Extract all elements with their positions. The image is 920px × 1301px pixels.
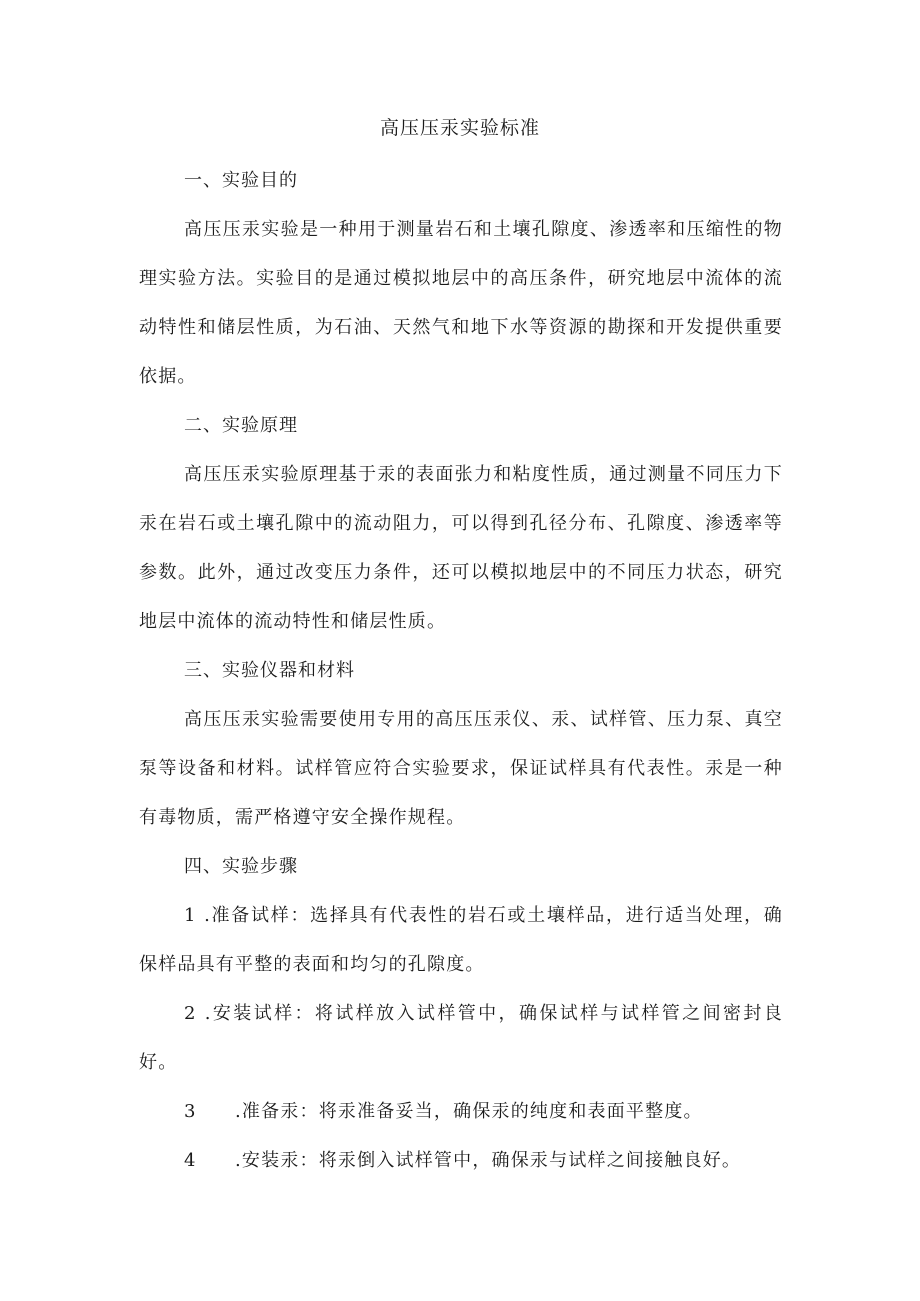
step-text: .准备汞：将汞准备妥当，确保汞的纯度和表面平整度。 [235,1101,703,1122]
procedure-step [139,989,783,1087]
section-paragraph-equipment: 高压压汞实验需要使用专用的高压压汞仪、汞、试样管、压力泵、真空泵等设备和材料。试样管应符合实验要求，保证试样具有代表性。汞是一种有毒物质，需严格遵守安全操作规程。 [139,709,783,828]
document-title: 高压压汞实验标准 [379,117,540,139]
procedure-step [139,1136,783,1185]
section-heading-equipment: 三、实验仪器和材料 [184,660,355,681]
document-body [139,156,783,1185]
step-number: 1 [184,905,197,926]
section-paragraph-purpose: 高压压汞实验是一种用于测量岩石和土壤孔隙度、渗透率和压缩性的物理实验方法。实验目的是通过模拟地层中的高压条件，研究地层中流体的流动特性和储层性质，为石油、天然气和地下水等资源的勘探和开发提供重要依据。 [139,219,783,387]
procedure-step [139,1087,783,1136]
step-number: 3 [184,1101,197,1122]
section-heading-purpose: 一、实验目的 [184,170,298,191]
procedure-step [139,891,783,989]
section-paragraph-principle: 高压压汞实验原理基于汞的表面张力和粘度性质，通过测量不同压力下汞在岩石或土壤孔隙中的流动阻力，可以得到孔径分布、孔隙度、渗透率等参数。此外，通过改变压力条件，还可以模拟地层中的不同压力状态，研究地层中流体的流动特性和储层性质。 [139,464,783,632]
section-heading-principle: 二、实验原理 [184,415,298,436]
step-text: .准备试样：选择具有代表性的岩石或土壤样品，进行适当处理，确保样品具有平整的表面和均匀的孔隙度。 [139,905,784,975]
step-number: 2 [184,1003,197,1024]
step-number: 4 [184,1150,197,1171]
section-heading-procedure: 四、实验步骤 [184,856,298,877]
step-text: .安装试样：将试样放入试样管中，确保试样与试样管之间密封良好。 [139,1003,783,1073]
step-text: .安装汞：将汞倒入试样管中，确保汞与试样之间接触良好。 [235,1150,742,1171]
